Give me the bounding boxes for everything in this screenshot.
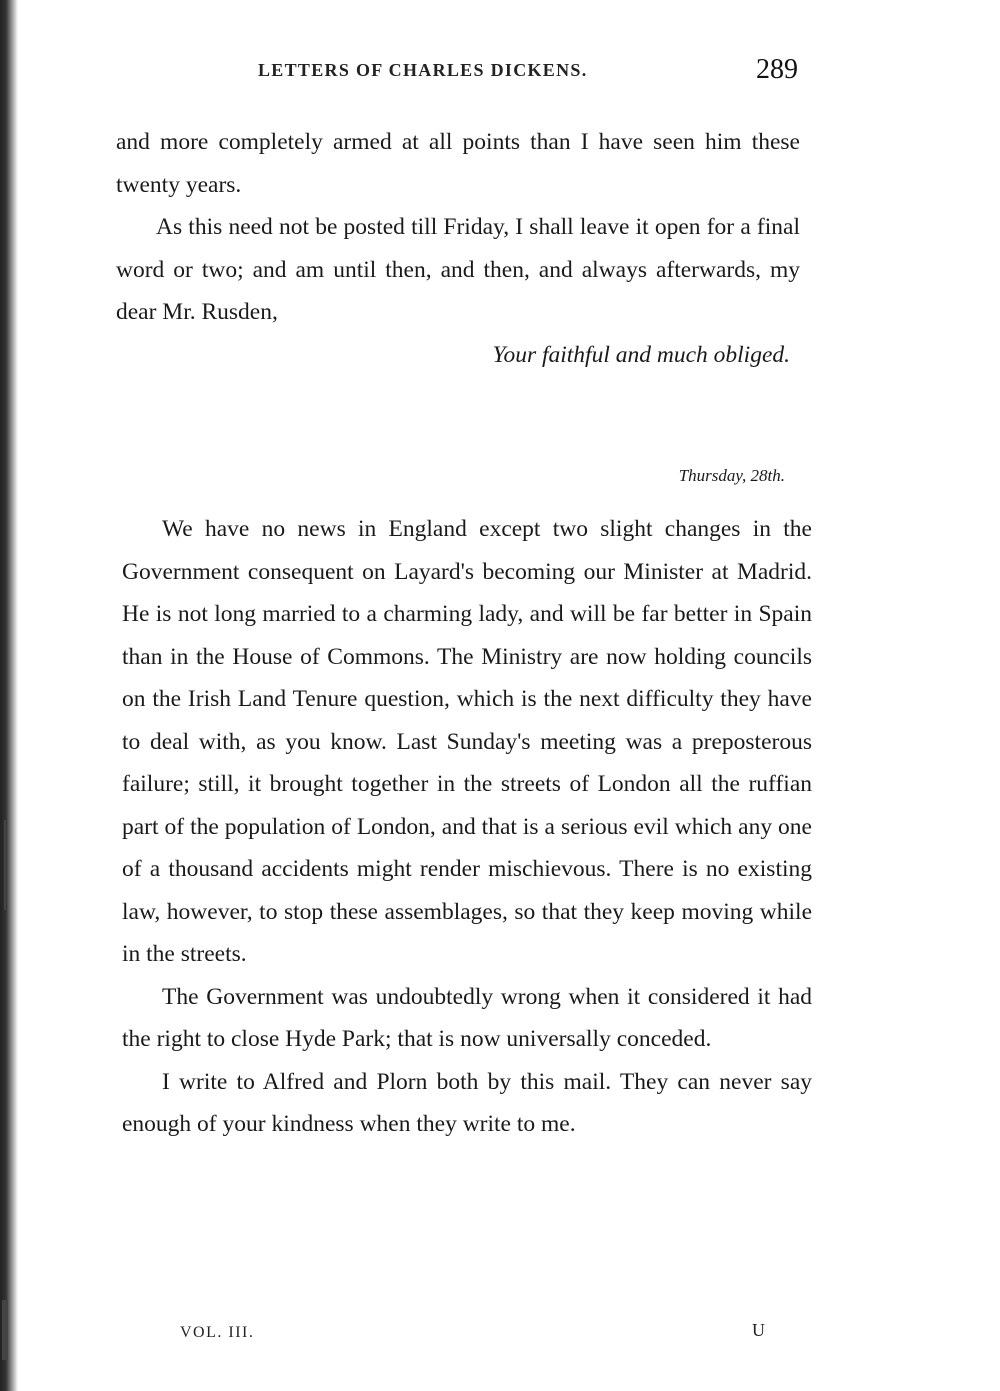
closing: Your faithful and much obliged.: [492, 342, 790, 368]
letter-end-text: [116, 121, 800, 334]
page-number: 289: [756, 54, 798, 85]
paragraph: We have no news in England except two slight changes in the Government consequent on Layard's becoming our Minister at Madrid. He is not long married to a charming lady, and will be far better in Spain than in the House of Commons. The Ministry are now holding councils on the Irish Land Tenure question, which is the next difficulty they have to deal with, as you know. Last Sunday's meeting was a preposterous failure; still, it brought together in the streets of London all the ruffian part of the population of London, and that is a serious evil which any one of a thousand accidents might render mischievous. There is no existing law, however, to stop these assemblages, so that they keep moving while in the streets.: [122, 516, 812, 967]
binding-mark: [2, 1300, 8, 1360]
paragraph: and more completely armed at all points than I have seen him these twenty years.: [116, 129, 800, 198]
page-header: [258, 54, 798, 90]
sheet-letter: U: [752, 1320, 765, 1340]
page-binding-edge: [0, 0, 18, 1391]
dateline: Thursday, 28th.: [678, 466, 785, 485]
volume-signature: VOL. III.: [180, 1324, 255, 1341]
binding-mark: [4, 820, 6, 910]
postscript-text: [122, 508, 812, 1146]
paragraph: I write to Alfred and Plorn both by this mail. They can never say enough of your kindness when they write to me.: [122, 1068, 812, 1137]
running-head: LETTERS OF CHARLES DICKENS.: [258, 60, 588, 80]
paragraph: The Government was undoubtedly wrong when it considered it had the right to close Hyde Park; that is now universally conceded.: [122, 983, 812, 1052]
paragraph: As this need not be posted till Friday, I shall leave it open for a final word or two; and am until then, and then, and always afterwards, my dear Mr. Rusden,: [116, 214, 800, 325]
